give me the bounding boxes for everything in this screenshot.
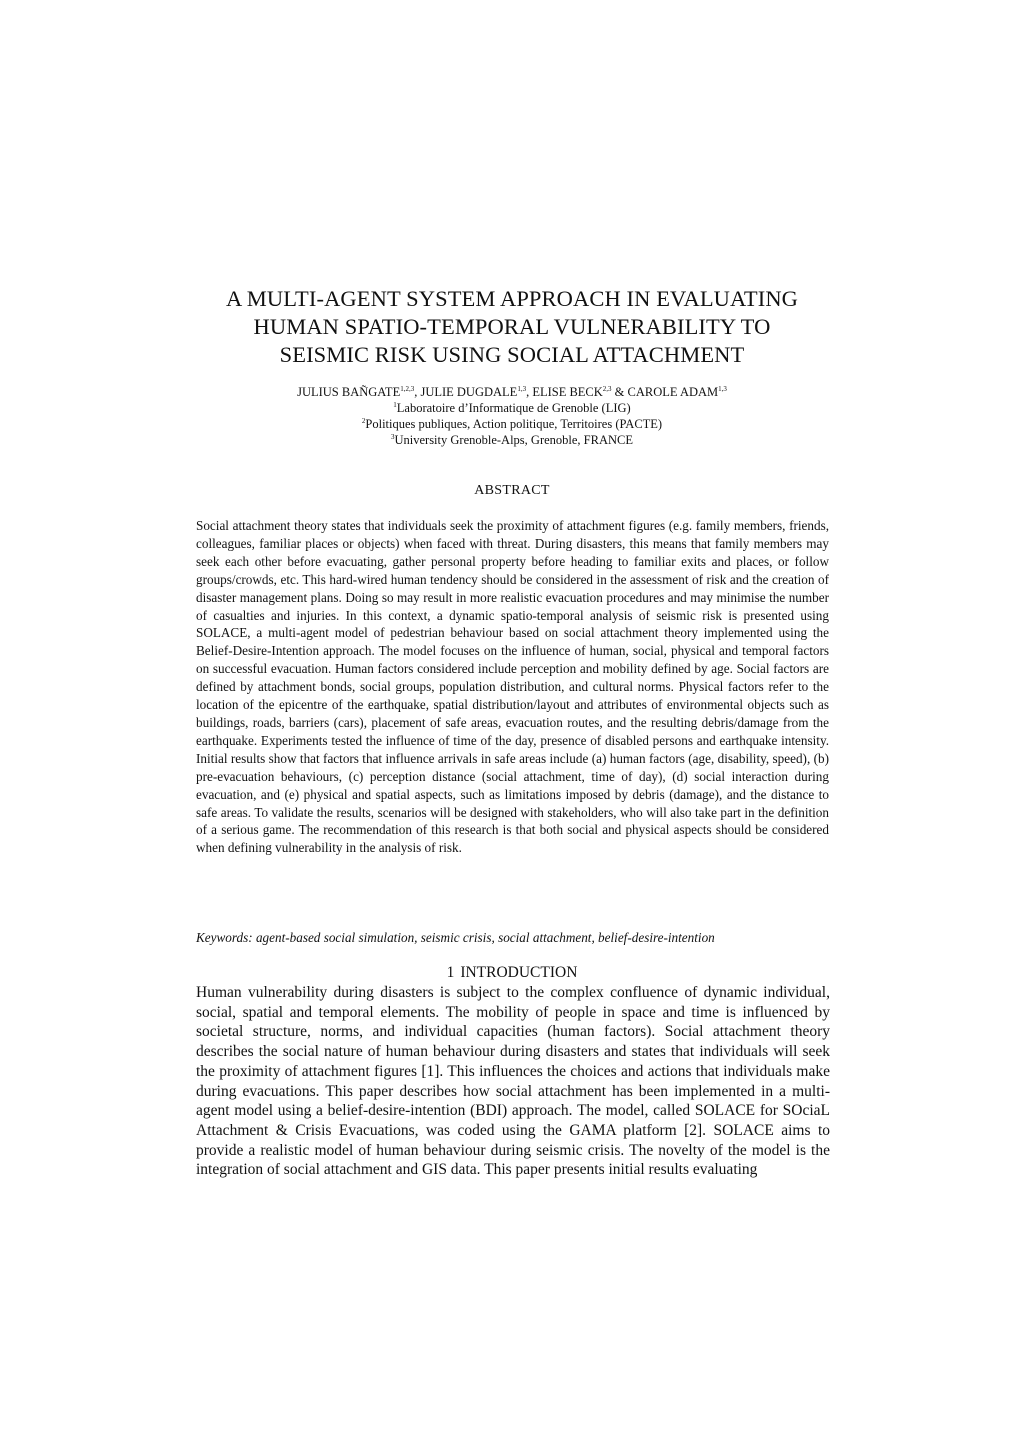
authors-block [150,384,874,448]
title-line-1: A MULTI-AGENT SYSTEM APPROACH IN EVALUATING [225,286,799,311]
author-affiliation-marker: 1,3 [718,385,727,393]
affiliation-line [150,400,874,416]
affiliation-text: Politiques publiques, Action politique, Territoires (PACTE) [365,417,663,431]
author-separator: & [611,385,628,399]
affiliation-marker: 3 [390,433,395,441]
title-line-3: SEISMIC RISK USING SOCIAL ATTACHMENT [279,342,745,367]
affiliation-marker: 2 [361,417,366,425]
affiliation-line [150,416,874,432]
author-separator: , [414,385,421,399]
affiliation-marker: 1 [393,401,397,409]
author-name: JULIE DUGDALE [420,385,518,399]
author-affiliation-marker: 1,3 [517,385,527,393]
section-heading-introduction [150,963,874,982]
author-name: JULIUS BAÑGATE [297,385,401,399]
author-separator: , [526,385,533,399]
introduction-body: Human vulnerability during disasters is subject to the complex confluence of dynamic individual, social, spatial and temporal elements. The mobility of people in space and time is influenced by societal structure, norms, and individual capacities (human factors). Social attachment theory describes the social nature of human behaviour during disasters and states that individuals will seek the proximity of attachment figures [1]. This influences the choices and actions that individuals make during evacuations. This paper describes how social attachment has been implemented in a multi-agent model using a belief-desire-intention (BDI) approach. The model, called SOLACE for SOciaL Attachment & Crisis Evacuations, was coded using the GAMA platform [2]. SOLACE aims to provide a realistic model of human behaviour during seismic crisis. The novelty of the model is the integration of social attachment and GIS data. This paper presents initial results evaluating [196,984,830,1179]
affiliation-text: Laboratoire d’Informatique de Grenoble (LIG) [396,401,631,415]
author-affiliation-marker: 2,3 [602,385,612,393]
title-line-2: HUMAN SPATIO-TEMPORAL VULNERABILITY TO [253,314,771,339]
paper-title [150,285,874,369]
author-list [150,384,874,400]
abstract-heading: ABSTRACT [474,483,550,498]
keywords: Keywords: agent-based social simulation, seismic crisis, social attachment, belief-desire-intention [196,930,715,945]
author-name: ELISE BECK [532,385,603,399]
affiliation-text: University Grenoble-Alps, Grenoble, FRANCE [394,433,633,447]
section-number: 1 [446,964,455,981]
author-name: CAROLE ADAM [627,385,719,399]
section-title: INTRODUCTION [460,964,578,981]
author-affiliation-marker: 1,2,3 [400,385,415,393]
abstract-body: Social attachment theory states that individuals seek the proximity of attachment figures (e.g. family members, friends, colleagues, familiar places or objects) when faced with threat. During disasters, this means that family members may seek each other before evacuating, gather personal property before heading to familiar exits and places, or follow groups/crowds, etc. This hard-wired human tendency should be considered in the assessment of risk and the creation of disaster management plans. Doing so may result in more realistic evacuation procedures and may minimise the number of casualties and injuries. In this context, a dynamic spatio-temporal analysis of seismic risk is presented using SOLACE, a multi-agent model of pedestrian behaviour based on social attachment theory implemented using the Belief-Desire-Intention approach. The model focuses on the influence of human, social, physical and temporal factors on successful evacuation. Human factors considered include perception and mobility defined by age. Social factors are defined by attachment bonds, social groups, population distribution, and cultural norms. Physical factors refer to the location of the epicentre of the earthquake, spatial distribution/layout and attributes of environmental objects such as buildings, roads, barriers (cars), placement of safe areas, evacuation routes, and the resulting debris/damage from the earthquake. Experiments tested the influence of time of the day, presence of disabled persons and earthquake intensity. Initial results show that factors that influence arrivals in safe areas include (a) human factors (age, disability, speed), (b) pre-evacuation behaviours, (c) perception distance (social attachment, time of day), (d) social interaction during evacuation, and (e) physical and spatial aspects, such as limitations imposed by debris (damage), and the distance to safe areas. To validate the results, scenarios will be designed with stakeholders, who will also take part in the definition of a serious game. The recommendation of this research is that both social and physical aspects should be considered when defining vulnerability in the analysis of risk. [196,518,829,856]
affiliation-line [150,432,874,448]
